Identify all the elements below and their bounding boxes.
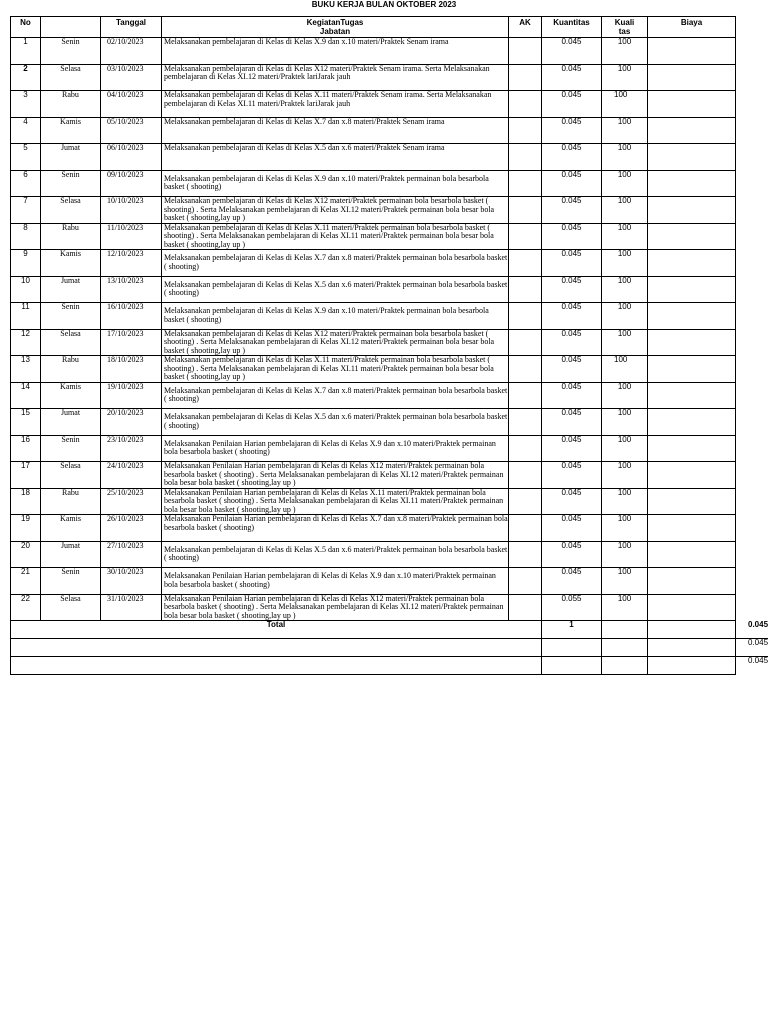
- row-biaya: [648, 568, 736, 595]
- row-number: 6: [11, 170, 41, 197]
- row-spacer: [736, 594, 768, 621]
- row-ak: [509, 435, 542, 462]
- row-quality: 100: [602, 91, 648, 118]
- row-number: 8: [11, 223, 41, 250]
- row-biaya: [648, 488, 736, 515]
- row-spacer: [736, 117, 768, 144]
- row-quantity: 0.045: [542, 435, 602, 462]
- side-value: 0.045: [736, 639, 768, 657]
- row-activity: Melaksanakan pembelajaran di Kelas di Kelas X.5 dan x.6 materi/Praktek permainan bola besarbola basket ( shooting): [162, 409, 509, 436]
- table-row: [11, 144, 768, 171]
- row-quality: 100: [602, 488, 648, 515]
- row-activity: Melaksanakan pembelajaran di Kelas di Kelas X.5 dan x.6 materi/Praktek Senam irama: [162, 144, 509, 171]
- row-activity: Melaksanakan Penilaian Harian pembelajaran di Kelas di Kelas X.9 dan x.10 materi/Praktek permainan bola besarbola basket ( shooting): [162, 435, 509, 462]
- row-quality: 100: [602, 170, 648, 197]
- row-biaya: [648, 170, 736, 197]
- row-activity: Melaksanakan pembelajaran di Kelas di Kelas X.9 dan x.10 materi/Praktek permainan bola besarbola basket ( shooting): [162, 170, 509, 197]
- row-ak: [509, 38, 542, 65]
- table-row: [11, 382, 768, 409]
- header-kuantitas: Kuantitas: [542, 17, 602, 38]
- row-spacer: [736, 462, 768, 489]
- row-quality: 100: [602, 303, 648, 330]
- row-biaya: [648, 276, 736, 303]
- header-spacer: [736, 17, 768, 38]
- row-ak: [509, 409, 542, 436]
- table-row: [11, 303, 768, 330]
- row-quantity: 0.045: [542, 250, 602, 277]
- row-ak: [509, 303, 542, 330]
- row-spacer: [736, 197, 768, 224]
- row-activity: Melaksanakan Penilaian Harian pembelajaran di Kelas di Kelas X12 materi/Praktek permainan bola besarbola basket ( shooting) . Serta Melaksanakan pembelajaran di Kelas XI.12 materi/Praktek permainan bola besar bola basket ( shooting,lay up ): [162, 594, 509, 621]
- row-biaya: [648, 329, 736, 356]
- row-ak: [509, 382, 542, 409]
- row-spacer: [736, 144, 768, 171]
- row-biaya: [648, 303, 736, 330]
- total-label: Total: [11, 621, 542, 639]
- row-spacer: [736, 541, 768, 568]
- row-date: 25/10/2023: [101, 488, 162, 515]
- row-date: 18/10/2023: [101, 356, 162, 383]
- row-activity: Melaksanakan pembelajaran di Kelas di Kelas X12 materi/Praktek Senam irama. Serta Melaksanakan pembelajaran di Kelas XI.12 materi/Praktek lariJarak jauh: [162, 64, 509, 91]
- table-row: [11, 38, 768, 65]
- row-biaya: [648, 382, 736, 409]
- row-quality: 100: [602, 594, 648, 621]
- row-biaya: [648, 197, 736, 224]
- table-row: [11, 276, 768, 303]
- row-date: 04/10/2023: [101, 91, 162, 118]
- row-day: Jumat: [41, 541, 101, 568]
- row-activity: Melaksanakan pembelajaran di Kelas di Kelas X.5 dan x.6 materi/Praktek permainan bola besarbola basket ( shooting): [162, 276, 509, 303]
- row-quality: 100: [602, 462, 648, 489]
- row-biaya: [648, 462, 736, 489]
- row-day: Rabu: [41, 356, 101, 383]
- row-number: 10: [11, 276, 41, 303]
- row-spacer: [736, 409, 768, 436]
- row-activity: Melaksanakan pembelajaran di Kelas di Kelas X12 materi/Praktek permainan bola besarbola basket ( shooting) . Serta Melaksanakan pembelajaran di Kelas XI.12 materi/Praktek permainan bola besar bola basket ( shooting,lay up ): [162, 197, 509, 224]
- total-biaya-cell: [648, 621, 736, 639]
- row-day: Jumat: [41, 144, 101, 171]
- row-quality: 100: [602, 515, 648, 542]
- row-ak: [509, 91, 542, 118]
- row-date: 24/10/2023: [101, 462, 162, 489]
- blank-row: [11, 639, 768, 657]
- table-row: [11, 64, 768, 91]
- document-title: BUKU KERJA BULAN OKTOBER 2023: [311, 0, 457, 9]
- row-activity: Melaksanakan pembelajaran di Kelas di Kelas X.9 dan x.10 materi/Praktek permainan bola besarbola basket ( shooting): [162, 303, 509, 330]
- row-activity: Melaksanakan pembelajaran di Kelas di Kelas X.5 dan x.6 materi/Praktek permainan bola besarbola basket ( shooting): [162, 541, 509, 568]
- table-row: [11, 541, 768, 568]
- row-date: 13/10/2023: [101, 276, 162, 303]
- row-date: 09/10/2023: [101, 170, 162, 197]
- row-ak: [509, 170, 542, 197]
- row-activity: Melaksanakan Penilaian Harian pembelajaran di Kelas di Kelas X.7 dan x.8 materi/Praktek permainan bola besarbola basket ( shooting): [162, 515, 509, 542]
- row-quantity: 0.045: [542, 462, 602, 489]
- row-number: 14: [11, 382, 41, 409]
- row-day: Senin: [41, 38, 101, 65]
- row-spacer: [736, 64, 768, 91]
- header-day: [41, 17, 101, 38]
- row-spacer: [736, 91, 768, 118]
- row-number: 1: [11, 38, 41, 65]
- row-day: Kamis: [41, 515, 101, 542]
- row-quantity: 0.045: [542, 568, 602, 595]
- row-spacer: [736, 170, 768, 197]
- table-row: [11, 197, 768, 224]
- row-spacer: [736, 515, 768, 542]
- row-day: Senin: [41, 303, 101, 330]
- row-number: 20: [11, 541, 41, 568]
- row-ak: [509, 488, 542, 515]
- row-activity: Melaksanakan Penilaian Harian pembelajaran di Kelas di Kelas X.9 dan x.10 materi/Praktek permainan bola besarbola basket ( shooting): [162, 568, 509, 595]
- row-activity: Melaksanakan pembelajaran di Kelas di Kelas X.11 materi/Praktek Senam irama. Serta Melaksanakan pembelajaran di Kelas XI.11 materi/Praktek lariJarak jauh: [162, 91, 509, 118]
- row-number: 2: [11, 64, 41, 91]
- row-spacer: [736, 356, 768, 383]
- row-date: 31/10/2023: [101, 594, 162, 621]
- row-day: Kamis: [41, 382, 101, 409]
- row-biaya: [648, 117, 736, 144]
- row-number: 21: [11, 568, 41, 595]
- row-quantity: 0.045: [542, 64, 602, 91]
- work-log-table: [10, 16, 768, 675]
- table-row: [11, 117, 768, 144]
- header-tanggal: Tanggal: [101, 17, 162, 38]
- row-date: 30/10/2023: [101, 568, 162, 595]
- table-row: [11, 170, 768, 197]
- row-number: 5: [11, 144, 41, 171]
- row-spacer: [736, 303, 768, 330]
- table-row: [11, 91, 768, 118]
- row-activity: Melaksanakan pembelajaran di Kelas di Kelas X.7 dan x.8 materi/Praktek permainan bola besarbola basket ( shooting): [162, 250, 509, 277]
- row-date: 03/10/2023: [101, 64, 162, 91]
- row-biaya: [648, 356, 736, 383]
- row-quantity: 0.045: [542, 91, 602, 118]
- row-day: Selasa: [41, 197, 101, 224]
- row-day: Selasa: [41, 329, 101, 356]
- row-day: Rabu: [41, 223, 101, 250]
- row-quantity: 0.045: [542, 117, 602, 144]
- row-date: 20/10/2023: [101, 409, 162, 436]
- row-quality: 100: [602, 356, 648, 383]
- row-number: 19: [11, 515, 41, 542]
- row-quantity: 0.045: [542, 170, 602, 197]
- row-quantity: 0.045: [542, 382, 602, 409]
- row-spacer: [736, 276, 768, 303]
- row-activity: Melaksanakan pembelajaran di Kelas di Kelas X.11 materi/Praktek permainan bola besarbola basket ( shooting) . Serta Melaksanakan pembelajaran di Kelas XI.11 materi/Praktek permainan bola besar bola basket ( shooting,lay up ): [162, 356, 509, 383]
- row-day: Senin: [41, 435, 101, 462]
- row-number: 17: [11, 462, 41, 489]
- total-row: [11, 621, 768, 639]
- row-number: 3: [11, 91, 41, 118]
- blank-row: [11, 657, 768, 675]
- row-day: Rabu: [41, 91, 101, 118]
- header-biaya: Biaya: [648, 17, 736, 38]
- row-day: Jumat: [41, 276, 101, 303]
- row-quality: 100: [602, 117, 648, 144]
- row-date: 02/10/2023: [101, 38, 162, 65]
- row-spacer: [736, 568, 768, 595]
- table-row: [11, 515, 768, 542]
- row-quality: 100: [602, 409, 648, 436]
- total-kualitas-cell: [602, 621, 648, 639]
- row-number: 11: [11, 303, 41, 330]
- row-ak: [509, 541, 542, 568]
- row-number: 15: [11, 409, 41, 436]
- row-activity: Melaksanakan Penilaian Harian pembelajaran di Kelas di Kelas X.11 materi/Praktek permainan bola besarbola basket ( shooting) . Serta Melaksanakan pembelajaran di Kelas XI.11 materi/Praktek permainan bola besar bola basket ( shooting,lay up ): [162, 488, 509, 515]
- row-biaya: [648, 223, 736, 250]
- row-quality: 100: [602, 435, 648, 462]
- table-row: [11, 356, 768, 383]
- row-quality: 100: [602, 541, 648, 568]
- row-quantity: 0.045: [542, 541, 602, 568]
- row-spacer: [736, 223, 768, 250]
- row-day: Selasa: [41, 462, 101, 489]
- table-row: [11, 223, 768, 250]
- row-date: 11/10/2023: [101, 223, 162, 250]
- row-activity: Melaksanakan Penilaian Harian pembelajaran di Kelas di Kelas X12 materi/Praktek permainan bola besarbola basket ( shooting) . Serta Melaksanakan pembelajaran di Kelas XI.12 materi/Praktek permainan bola besar bola basket ( shooting,lay up ): [162, 462, 509, 489]
- row-date: 06/10/2023: [101, 144, 162, 171]
- row-biaya: [648, 250, 736, 277]
- row-spacer: [736, 382, 768, 409]
- row-ak: [509, 223, 542, 250]
- row-number: 16: [11, 435, 41, 462]
- row-day: Kamis: [41, 250, 101, 277]
- row-spacer: [736, 329, 768, 356]
- row-ak: [509, 64, 542, 91]
- table-row: [11, 488, 768, 515]
- row-date: 05/10/2023: [101, 117, 162, 144]
- row-date: 23/10/2023: [101, 435, 162, 462]
- row-quality: 100: [602, 197, 648, 224]
- row-biaya: [648, 144, 736, 171]
- row-quality: 100: [602, 223, 648, 250]
- row-day: Selasa: [41, 64, 101, 91]
- row-quality: 100: [602, 64, 648, 91]
- row-activity: Melaksanakan pembelajaran di Kelas di Kelas X.11 materi/Praktek permainan bola besarbola basket ( shooting) . Serta Melaksanakan pembelajaran di Kelas XI.11 materi/Praktek permainan bola besar bola basket ( shooting,lay up ): [162, 223, 509, 250]
- table-row: [11, 329, 768, 356]
- row-quantity: 0.045: [542, 303, 602, 330]
- row-quantity: 0.045: [542, 515, 602, 542]
- table-row: [11, 250, 768, 277]
- row-ak: [509, 356, 542, 383]
- row-quantity: 0.055: [542, 594, 602, 621]
- row-date: 17/10/2023: [101, 329, 162, 356]
- header-kualitas: Kuali tas: [602, 17, 648, 38]
- row-biaya: [648, 515, 736, 542]
- row-ak: [509, 594, 542, 621]
- row-date: 19/10/2023: [101, 382, 162, 409]
- row-quantity: 0.045: [542, 144, 602, 171]
- row-quantity: 0.045: [542, 223, 602, 250]
- row-ak: [509, 144, 542, 171]
- row-biaya: [648, 435, 736, 462]
- header-ak: AK: [509, 17, 542, 38]
- row-spacer: [736, 250, 768, 277]
- table-row: [11, 568, 768, 595]
- row-biaya: [648, 594, 736, 621]
- row-ak: [509, 197, 542, 224]
- row-date: 27/10/2023: [101, 541, 162, 568]
- row-quantity: 0.045: [542, 276, 602, 303]
- row-quality: 100: [602, 250, 648, 277]
- row-ak: [509, 462, 542, 489]
- row-ak: [509, 329, 542, 356]
- row-quantity: 0.045: [542, 488, 602, 515]
- row-biaya: [648, 38, 736, 65]
- row-quality: 100: [602, 144, 648, 171]
- row-activity: Melaksanakan pembelajaran di Kelas di Kelas X.9 dan x.10 materi/Praktek Senam irama: [162, 38, 509, 65]
- row-ak: [509, 250, 542, 277]
- row-day: Senin: [41, 170, 101, 197]
- table-row: [11, 462, 768, 489]
- header-no: No: [11, 17, 41, 38]
- row-spacer: [736, 488, 768, 515]
- row-biaya: [648, 541, 736, 568]
- row-activity: Melaksanakan pembelajaran di Kelas di Kelas X.7 dan x.8 materi/Praktek permainan bola besarbola basket ( shooting): [162, 382, 509, 409]
- row-quality: 100: [602, 568, 648, 595]
- row-ak: [509, 515, 542, 542]
- table-row: [11, 435, 768, 462]
- side-value: 0.045: [736, 657, 768, 675]
- row-quality: 100: [602, 38, 648, 65]
- row-number: 7: [11, 197, 41, 224]
- row-quantity: 0.045: [542, 356, 602, 383]
- row-quality: 100: [602, 276, 648, 303]
- header-row: [11, 17, 768, 38]
- row-day: Rabu: [41, 488, 101, 515]
- row-quality: 100: [602, 329, 648, 356]
- row-number: 4: [11, 117, 41, 144]
- row-biaya: [648, 91, 736, 118]
- row-spacer: [736, 435, 768, 462]
- row-day: Kamis: [41, 117, 101, 144]
- row-biaya: [648, 409, 736, 436]
- row-date: 12/10/2023: [101, 250, 162, 277]
- row-biaya: [648, 64, 736, 91]
- row-ak: [509, 117, 542, 144]
- row-quantity: 0.045: [542, 409, 602, 436]
- row-number: 13: [11, 356, 41, 383]
- row-ak: [509, 276, 542, 303]
- row-quantity: 0.045: [542, 38, 602, 65]
- header-kegiatan: KegiatanTugas Jabatan: [162, 17, 509, 38]
- table-row: [11, 594, 768, 621]
- table-row: [11, 409, 768, 436]
- row-date: 16/10/2023: [101, 303, 162, 330]
- row-activity: Melaksanakan pembelajaran di Kelas di Kelas X12 materi/Praktek permainan bola besarbola basket ( shooting) . Serta Melaksanakan pembelajaran di Kelas XI.12 materi/Praktek permainan bola besar bola basket ( shooting,lay up ): [162, 329, 509, 356]
- side-value: 0.045: [748, 620, 768, 629]
- row-quantity: 0.045: [542, 329, 602, 356]
- row-number: 12: [11, 329, 41, 356]
- row-day: Senin: [41, 568, 101, 595]
- total-quantity: 1: [542, 621, 602, 639]
- row-date: 26/10/2023: [101, 515, 162, 542]
- table-body: [11, 38, 768, 621]
- row-spacer: [736, 38, 768, 65]
- row-date: 10/10/2023: [101, 197, 162, 224]
- row-quality: 100: [602, 382, 648, 409]
- row-activity: Melaksanakan pembelajaran di Kelas di Kelas X.7 dan x.8 materi/Praktek Senam irama: [162, 117, 509, 144]
- row-number: 18: [11, 488, 41, 515]
- row-number: 9: [11, 250, 41, 277]
- row-quantity: 0.045: [542, 197, 602, 224]
- row-day: Jumat: [41, 409, 101, 436]
- row-day: Selasa: [41, 594, 101, 621]
- row-number: 22: [11, 594, 41, 621]
- row-ak: [509, 568, 542, 595]
